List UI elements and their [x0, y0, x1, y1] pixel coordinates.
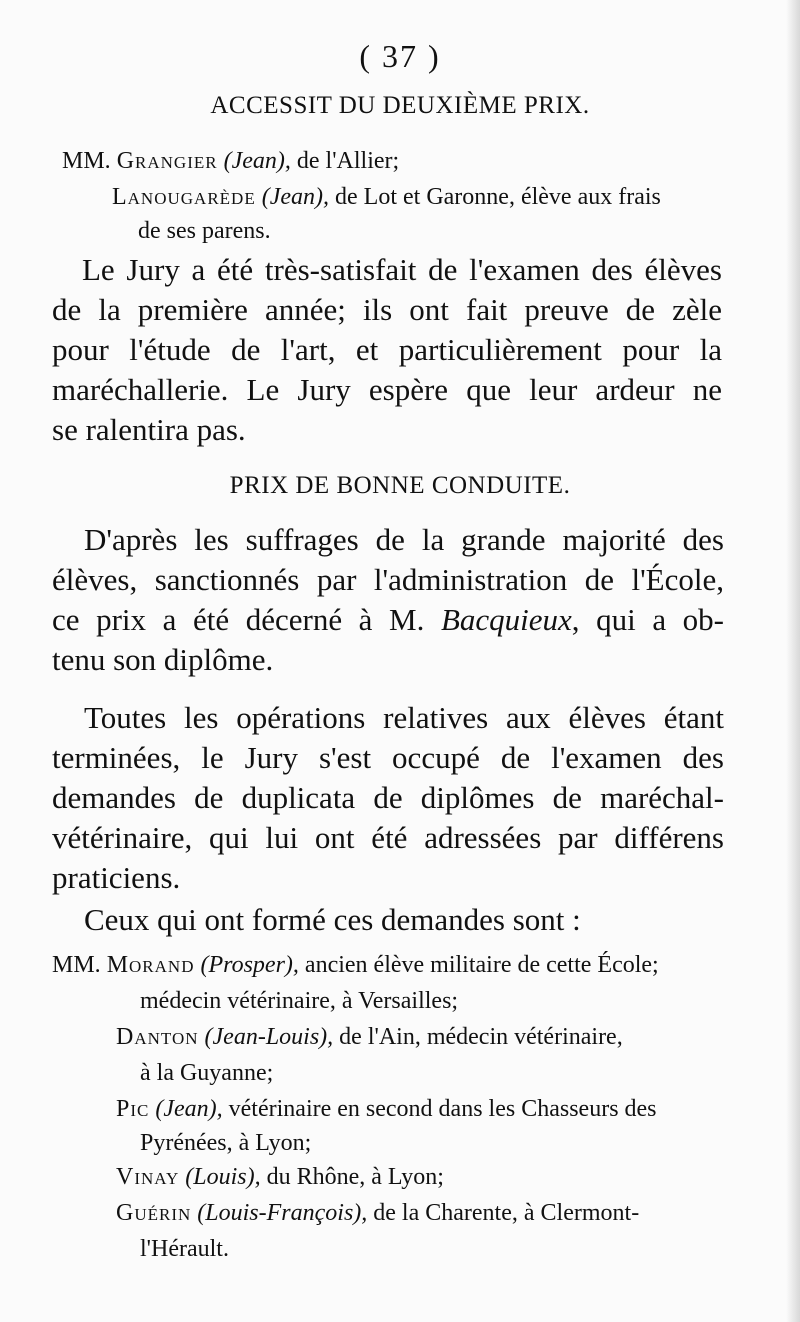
- prefix-mm: MM.: [62, 148, 117, 174]
- list-item-guerin: [116, 1200, 639, 1227]
- para2-line-2: élèves, sanctionnés par l'administration de l'École,: [52, 562, 724, 597]
- name-vinay: Vinay: [116, 1164, 180, 1190]
- para3-line-5: praticiens.: [52, 860, 181, 895]
- firstname-danton: (Jean-Louis),: [198, 1024, 340, 1050]
- page-number: ( 37 ): [359, 38, 441, 74]
- name-pic: Pic: [116, 1096, 150, 1122]
- list-item-pic: [116, 1096, 657, 1123]
- para3-line-2: terminées, le Jury s'est occupé de l'examen des: [52, 740, 724, 775]
- para2-line-3-start: ce prix a été décerné à M.: [52, 602, 441, 637]
- name-danton: Danton: [116, 1024, 199, 1050]
- para1-line-4: maréchallerie. Le Jury espère que leur ardeur ne: [52, 372, 722, 407]
- name-grangier: Grangier: [116, 148, 218, 174]
- accessit-line-grangier: [62, 148, 399, 175]
- description-pic: vétérinaire en second dans les Chasseurs des: [228, 1096, 657, 1122]
- firstname-grangier: (Jean),: [217, 148, 297, 174]
- para3-line-3: demandes de duplicata de diplômes de maréchal-: [52, 780, 724, 815]
- para4-line: Ceux qui ont formé ces demandes sont :: [84, 902, 581, 937]
- firstname-guerin: (Louis-François),: [191, 1200, 374, 1226]
- list-item-danton-cont: à la Guyanne;: [140, 1060, 274, 1086]
- list-item-morand: [52, 952, 659, 979]
- page-edge-shadow: [786, 0, 800, 1322]
- para1-line-3: pour l'étude de l'art, et particulièrement pour la: [52, 332, 722, 367]
- origin-lanougarede: de Lot et Garonne, élève aux frais: [335, 184, 661, 210]
- prefix-mm-list: MM.: [52, 952, 107, 978]
- description-guerin: de la Charente, à Clermont-: [373, 1200, 640, 1226]
- name-lanougarede: Lanougarède: [112, 184, 256, 210]
- accessit-line-continuation: de ses parens.: [138, 218, 271, 244]
- para1-line-5: se ralentira pas.: [52, 412, 246, 447]
- name-morand: Morand: [106, 952, 195, 978]
- description-danton: de l'Ain, médecin vétérinaire,: [339, 1024, 623, 1050]
- firstname-morand: (Prosper),: [194, 952, 305, 978]
- para2-line-1: D'après les suffrages de la grande majorité des: [84, 522, 724, 557]
- heading-prix-bonne-conduite: PRIX DE BONNE CONDUITE.: [229, 472, 571, 499]
- para1-line-2: de la première année; ils ont fait preuve de zèle: [52, 292, 722, 327]
- name-guerin: Guérin: [116, 1200, 192, 1226]
- para2-line-3: [52, 602, 724, 638]
- firstname-pic: (Jean),: [149, 1096, 229, 1122]
- list-item-danton: [116, 1024, 623, 1051]
- para2-line-3-end: , qui a ob-: [571, 602, 724, 637]
- para3-line-1: Toutes les opérations relatives aux élèves étant: [84, 700, 724, 735]
- para2-line-4: tenu son diplôme.: [52, 642, 274, 677]
- para3-line-4: vétérinaire, qui lui ont été adressées par différens: [52, 820, 724, 855]
- list-item-morand-cont: médecin vétérinaire, à Versailles;: [140, 988, 459, 1014]
- accessit-line-lanougarede: [112, 184, 661, 211]
- firstname-vinay: (Louis),: [179, 1164, 267, 1190]
- description-morand: ancien élève militaire de cette École;: [304, 952, 659, 978]
- list-item-pic-cont: Pyrénées, à Lyon;: [140, 1130, 312, 1156]
- origin-grangier: de l'Allier;: [296, 148, 400, 174]
- list-item-vinay: [116, 1164, 444, 1191]
- name-bacquieux: Bacquieux: [440, 602, 572, 637]
- para1-line-1: Le Jury a été très-satisfait de l'examen des élèves: [82, 252, 722, 287]
- firstname-lanougarede: (Jean),: [255, 184, 336, 210]
- heading-accessit: ACCESSIT DU DEUXIÈME PRIX.: [210, 92, 590, 119]
- list-item-guerin-cont: l'Hérault.: [140, 1236, 229, 1262]
- description-vinay: du Rhône, à Lyon;: [266, 1164, 444, 1190]
